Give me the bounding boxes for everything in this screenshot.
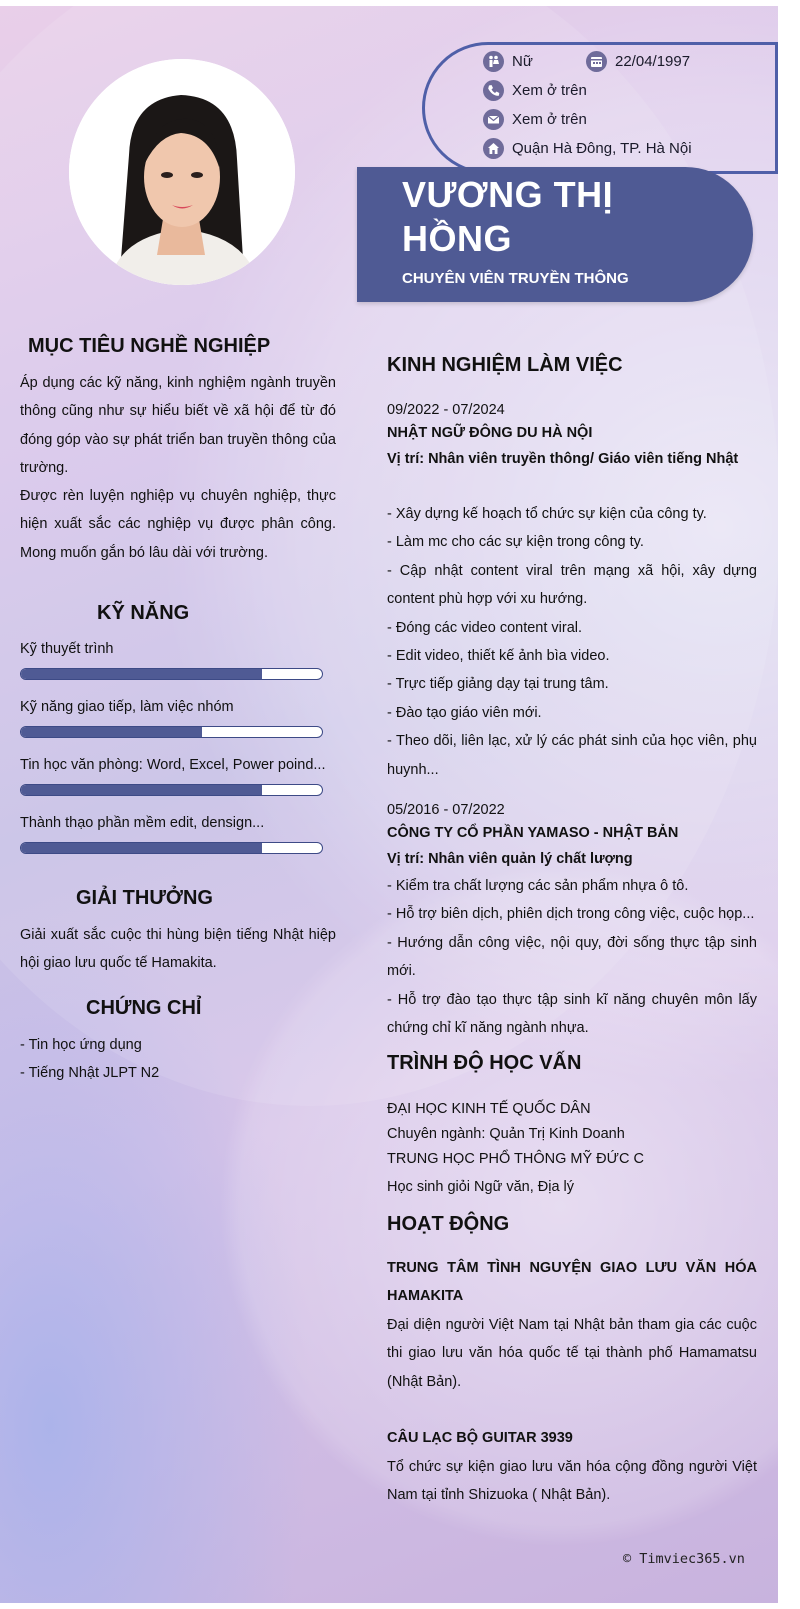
education-heading: TRÌNH ĐỘ HỌC VẤN [387,1052,582,1074]
contact-gender [483,51,533,72]
cv-page [0,6,778,1603]
candidate-name: VƯƠNG THỊ HỒNG [402,174,614,259]
skill-bar [20,842,323,854]
duty-item: - Đào tạo giáo viên mới. [387,704,542,721]
duty-item: - Edit video, thiết kế ảnh bìa video. [387,648,610,665]
education-list [387,1097,757,1200]
contact-phone [483,80,587,101]
skill-bar [20,668,323,680]
duty-item: - Hỗ trợ biên dịch, phiên dịch trong công việc, cuộc họp... [387,906,755,923]
contact-dob [586,51,690,72]
duty-item: - Làm mc cho các sự kiện trong công ty. [387,534,644,551]
experience-heading: KINH NGHIỆM LÀM VIỆC [387,354,623,376]
job-duties [387,872,757,1042]
contact-email [483,109,587,130]
gender-icon [483,51,504,72]
objective-para-2: Được rèn luyện nghiệp vụ chuyên nghiệp, thực hiện xuất sắc các nghiệp vụ được phân công. Mong muốn gắn bó lâu dài với trường. [20,488,336,561]
duty-item: - Theo dõi, liên lạc, xử lý các phát sinh của học viên, phụ huynh... [387,733,757,778]
job-company: CÔNG TY CỔ PHẦN YAMASO - NHẬT BẢN [387,825,679,841]
duty-item: - Cập nhật content viral trên mạng xã hội, xây dựng content phù hợp với xu hướng. [387,562,757,608]
duty-item: - Đóng các video content viral. [387,619,583,636]
gender-value: Nữ [512,53,533,70]
objective-para-1: Áp dụng các kỹ năng, kinh nghiệm ngành truyền thông cũng như sự hiểu biết về xã hội để từ đó đóng góp vào sự phát triển ban truyền thông của trường. [20,375,336,477]
email-icon [483,109,504,130]
watermark: © Timviec365.vn [623,1551,745,1567]
job-period: 05/2016 - 07/2022 [387,802,505,818]
phone-icon [483,80,504,101]
job-period: 09/2022 - 07/2024 [387,402,505,418]
duty-item: - Kiểm tra chất lượng các sản phẩm nhựa ô tô. [387,878,689,894]
phone-value: Xem ở trên [512,82,587,99]
skill-label: Kỹ năng giao tiếp, làm việc nhóm [20,699,234,715]
activity-desc: Tổ chức sự kiện giao lưu văn hóa cộng đồng người Việt Nam tại tỉnh Shizuoka ( Nhật Bản). [387,1459,757,1504]
activity-org: CÂU LẠC BỘ GUITAR 3939 [387,1430,573,1446]
address-value: Quận Hà Đông, TP. Hà Nội [512,140,692,157]
education-line: TRUNG HỌC PHỔ THÔNG MỸ ĐỨC C [387,1151,645,1167]
awards-text: Giải xuất sắc cuộc thi hùng biện tiếng Nhật hiệp hội giao lưu quốc tế Hamakita. [20,927,336,972]
skill-bar-fill [21,669,262,679]
duty-item: - Hỗ trợ đào tạo thực tập sinh kĩ năng chuyên môn lấy chứng chỉ kĩ năng ngành nhựa. [387,991,757,1037]
skill-bar-fill [21,843,262,853]
skill-label: Thành thạo phần mềm edit, densign... [20,815,265,831]
skill-bar [20,784,323,796]
email-value: Xem ở trên [512,111,587,128]
avatar [69,59,295,285]
education-line: Chuyên ngành: Quản Trị Kinh Doanh [387,1126,625,1142]
duty-item: - Trực tiếp giảng dạy tại trung tâm. [387,676,609,693]
duty-item: - Hướng dẫn công việc, nội quy, đời sống thực tập sinh mới. [387,934,757,980]
skill-label: Kỹ thuyết trình [20,641,114,657]
job-position: Vị trí: Nhân viên truyền thông/ Giáo viên tiếng Nhật [387,451,739,467]
job-position: Vị trí: Nhân viên quản lý chất lượng [387,851,633,867]
skills-heading: KỸ NĂNG [97,602,190,624]
activity-org: TRUNG TÂM TÌNH NGUYỆN GIAO LƯU VĂN HÓA HAMAKITA [387,1260,757,1305]
education-line: ĐẠI HỌC KINH TẾ QUỐC DÂN [387,1101,591,1117]
skill-label: Tin học văn phòng: Word, Excel, Power poind... [20,757,326,773]
name-banner [357,167,753,302]
skill-bar-fill [21,785,262,795]
duty-item: - Xây dựng kế hoạch tổ chức sự kiện của công ty. [387,506,707,522]
activities-heading: HOẠT ĐỘNG [387,1213,510,1235]
certificates-heading: CHỨNG CHỈ [86,997,202,1019]
skill-bar-fill [21,727,202,737]
activity-desc: Đại diện người Việt Nam tại Nhật bản tham gia các cuộc thi giao lưu văn hóa quốc tế tại thành phố Hamamatsu (Nhật Bản). [387,1317,757,1390]
job-duties [387,500,757,784]
home-icon [483,138,504,159]
contact-address [483,138,692,159]
objective-heading: MỤC TIÊU NGHỀ NGHIỆP [28,335,271,357]
awards-heading: GIẢI THƯỞNG [76,887,213,909]
job-title: CHUYÊN VIÊN TRUYỀN THÔNG [402,270,629,287]
job-company: NHẬT NGỮ ĐÔNG DU HÀ NỘI [387,425,593,441]
skill-bar [20,726,323,738]
calendar-icon [586,51,607,72]
certificate-item: - Tiếng Nhật JLPT N2 [20,1065,160,1081]
certificate-item: - Tin học ứng dụng [20,1037,142,1053]
education-line: Học sinh giỏi Ngữ văn, Địa lý [387,1179,575,1195]
dob-value: 22/04/1997 [615,53,691,70]
